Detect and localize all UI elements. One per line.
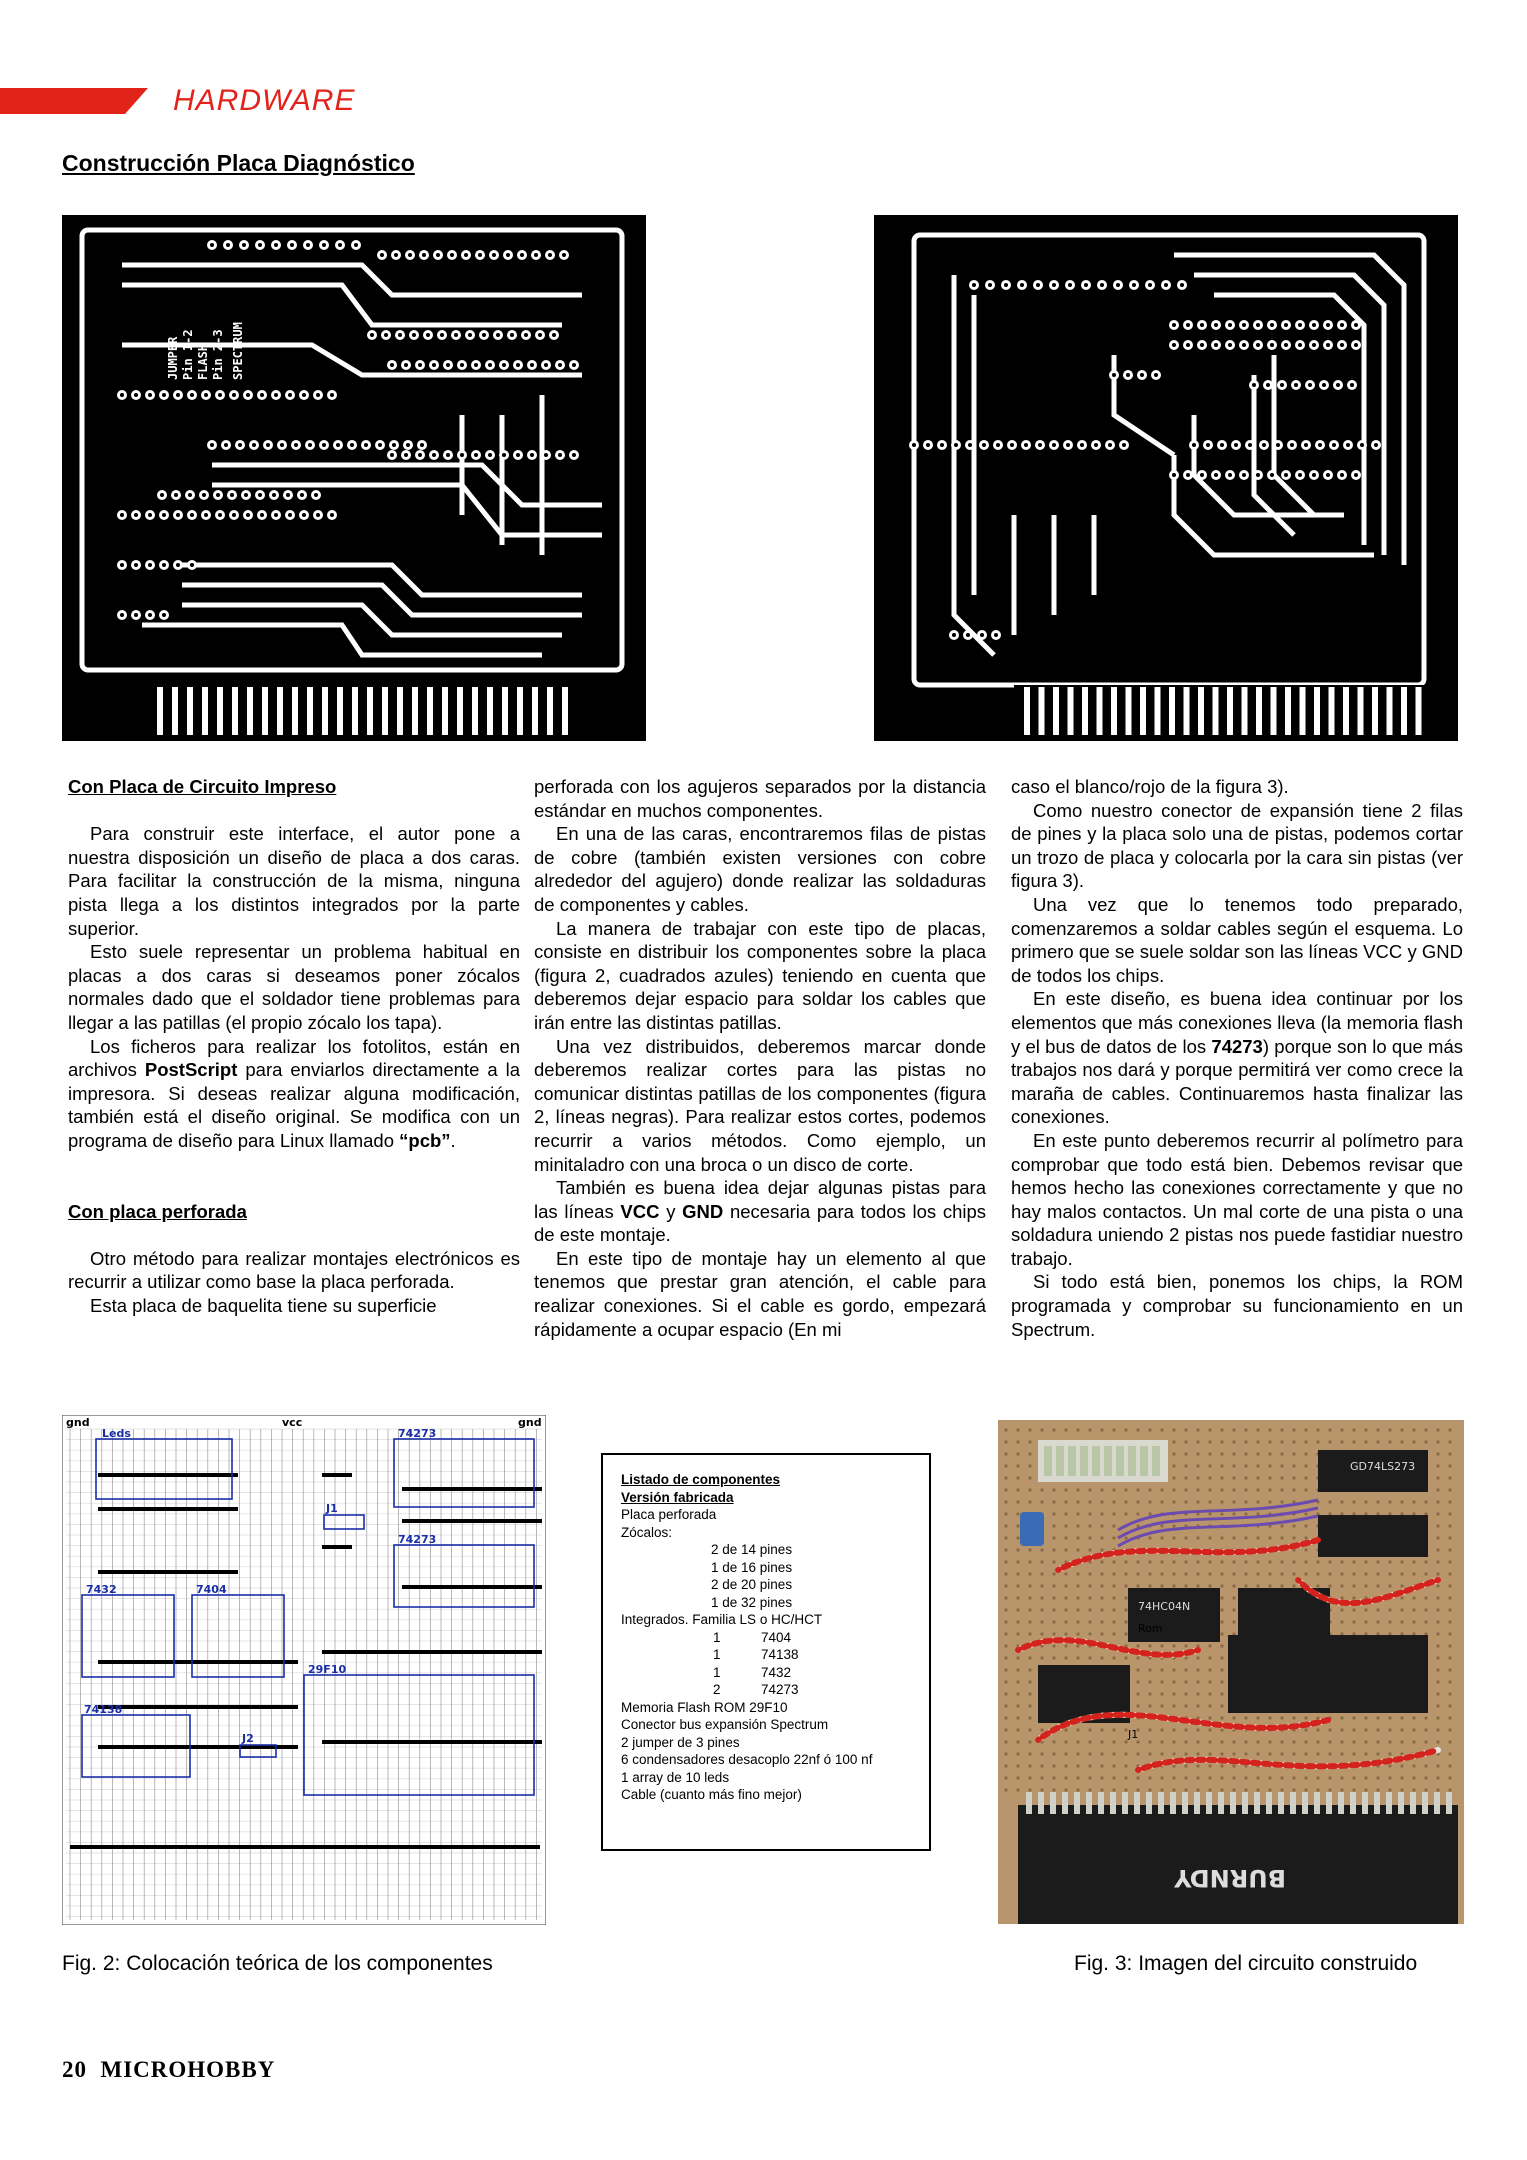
list-item: 2 jumper de 3 pines bbox=[621, 1734, 740, 1750]
list-item: 6 condensadores desacoplo 22nf ó 100 nf bbox=[621, 1752, 873, 1767]
list-item: 1 7432 bbox=[713, 1664, 792, 1680]
subheading-pcb: Con Placa de Circuito Impreso bbox=[68, 776, 337, 797]
page-number: 20 bbox=[62, 2057, 87, 2082]
pcb-label-pin23: Pin 2-3 bbox=[211, 329, 225, 380]
paragraph: La manera de trabajar con este tipo de placas, consiste en distribuir los componentes sobre la placa (figura 2, cuadrados azules) teniendo en cuenta que deberemos dejar espacio para soldar los cables que irán entre las distintas patillas. bbox=[534, 917, 986, 1033]
fig2-label-74273-b: 74273 bbox=[398, 1533, 437, 1546]
paragraph: En este diseño, es buena idea continuar por los elementos que más conexiones lleva (la memoria flash y el bus de datos de los 74273) porque son lo que más trabajos nos dará y porque permitirá ver como crece la maraña de cables. Continuaremos hasta finalizar las conexiones. bbox=[1011, 988, 1463, 1128]
fig2-label-vcc: vcc bbox=[282, 1416, 303, 1429]
paragraph: En este tipo de montaje hay un elemento al que tenemos que prestar gran atención, el cable para realizar conexiones. Si el cable es gordo, empezará rápidamente a ocupar espacio (En mi bbox=[534, 1247, 986, 1340]
fig2-label-gnd-right: gnd bbox=[518, 1416, 542, 1429]
page-footer bbox=[62, 2057, 275, 2083]
pcb-bottom-layout-image bbox=[62, 215, 646, 741]
fig2-label-7404: 7404 bbox=[196, 1583, 227, 1596]
photo-connector-brand: BURNDY bbox=[1174, 1864, 1286, 1892]
components-subtitle: Versión fabricada bbox=[621, 1489, 734, 1505]
list-item: 1 array de 10 leds bbox=[621, 1769, 730, 1785]
list-item: 1 7404 bbox=[713, 1629, 792, 1645]
list-item: Zócalos: bbox=[621, 1524, 673, 1540]
paragraph: También es buena idea dejar algunas pistas para las líneas VCC y GND necesaria para todos los chips de este montaje. bbox=[534, 1177, 987, 1246]
components-title: Listado de componentes bbox=[621, 1472, 781, 1487]
paragraph: perforada con los agujeros separados por la distancia estándar en muchos componentes. bbox=[534, 776, 986, 821]
list-item: 2 de 14 pines bbox=[711, 1542, 793, 1557]
list-item: Memoria Flash ROM 29F10 bbox=[621, 1699, 788, 1715]
list-item: 1 de 16 pines bbox=[711, 1559, 793, 1575]
fig2-label-j1: J1 bbox=[326, 1502, 338, 1515]
subheading-perfboard: Con placa perforada bbox=[68, 1200, 247, 1222]
fig3-caption: Fig. 3: Imagen del circuito construido bbox=[1074, 1952, 1418, 1975]
list-item: 2 de 20 pines bbox=[711, 1577, 793, 1592]
text-column-1 bbox=[68, 775, 520, 1317]
fig2-label-74138: 74138 bbox=[84, 1703, 123, 1716]
built-circuit-photo bbox=[998, 1420, 1464, 1924]
fig2-label-gnd-left: gnd bbox=[66, 1416, 90, 1429]
paragraph: Si todo está bien, ponemos los chips, la ROM programada y comprobar su funcionamiento en un Spectrum. bbox=[1011, 1271, 1463, 1340]
paragraph: Una vez que lo tenemos todo preparado, comenzaremos a soldar cables según el esquema. Lo primero que se suele soldar son las líneas VCC y GND de todos los chips. bbox=[1011, 893, 1463, 986]
paragraph: En una de las caras, encontraremos filas de pistas de cobre (también existen versiones con cobre alrededor del agujero) donde realizar las soldaduras de componentes y cables. bbox=[534, 823, 986, 915]
list-item: Placa perforada bbox=[621, 1507, 717, 1522]
paragraph: Una vez distribuidos, deberemos marcar donde deberemos realizar cortes para las pistas no comunicar distintas patillas de los componentes (figura 2, líneas negras). Para realizar estos cortes, podemos recurrir a varios métodos. Como ejemplo, un minitaladro con una broca o un disco de corte. bbox=[534, 1035, 986, 1175]
magazine-name: MICROHOBBY bbox=[100, 2057, 276, 2082]
paragraph: Esto suele representar un problema habitual en placas a dos caras si deseamos poner zócalos normales dado que el soldador tiene problemas para llegar a las patillas (el propio zócalo los tapa). bbox=[68, 941, 520, 1033]
pcb-top-layout-image bbox=[874, 215, 1458, 741]
pcb-label-pin12: Pin 1-2 bbox=[181, 329, 195, 380]
pcb-label-spectrum: SPECTRUM bbox=[231, 322, 245, 380]
text-column-3 bbox=[1011, 775, 1463, 1341]
fig2-label-j2: J2 bbox=[242, 1732, 254, 1745]
section-accent-bar bbox=[0, 88, 148, 114]
paragraph: caso el blanco/rojo de la figura 3). bbox=[1011, 776, 1289, 797]
section-label: HARDWARE bbox=[173, 84, 356, 117]
fig2-label-29f10: 29F10 bbox=[308, 1663, 347, 1676]
photo-label-j1: J1 bbox=[1128, 1728, 1139, 1741]
text-column-2 bbox=[534, 775, 986, 1341]
list-item: 1 de 32 pines bbox=[711, 1594, 793, 1610]
list-item: Cable (cuanto más fino mejor) bbox=[621, 1787, 802, 1802]
photo-chip-label-74hc04: 74HC04N bbox=[1138, 1600, 1191, 1613]
fig2-label-leds: Leds bbox=[102, 1427, 131, 1440]
list-item: Conector bus expansión Spectrum bbox=[621, 1717, 829, 1732]
paragraph: Esta placa de baquelita tiene su superficie bbox=[90, 1294, 437, 1316]
list-item: 1 74138 bbox=[713, 1647, 799, 1662]
list-item: 2 74273 bbox=[713, 1682, 799, 1697]
paragraph: Para construir este interface, el autor pone a nuestra disposición un diseño de placa a dos caras. Para facilitar la construcción de la misma, ninguna pista llega a los distintos integrados por la parte superior. bbox=[68, 823, 520, 939]
fig2-label-7432: 7432 bbox=[86, 1583, 117, 1596]
fig2-caption: Fig. 2: Colocación teórica de los componentes bbox=[62, 1952, 493, 1975]
paragraph: Como nuestro conector de expansión tiene 2 filas de pines y la placa solo una de pistas, podemos cortar un trozo de placa y colocarla por la cara sin pistas (ver figura 3). bbox=[1011, 799, 1463, 892]
photo-chip-label-74ls273: GD74LS273 bbox=[1350, 1460, 1416, 1473]
components-list-box bbox=[601, 1453, 931, 1851]
list-item: Integrados. Familia LS o HC/HCT bbox=[621, 1612, 823, 1627]
pcb-label-jumper: JUMPER bbox=[166, 336, 180, 380]
photo-chip-label-rom: Rom bbox=[1138, 1622, 1163, 1635]
paragraph: En este punto deberemos recurrir al polímetro para comprobar que todo está bien. Debemos revisar que hemos hecho las conexiones correctamente y que no hay malos contactos. Un mal corte de una pista o una soldadura uniendo 2 pistas nos puede fastidiar nuestro trabajo. bbox=[1011, 1129, 1463, 1269]
paragraph: Otro método para realizar montajes electrónicos es recurrir a utilizar como base la placa perforada. bbox=[68, 1247, 520, 1293]
pcb-label-flash: FLASH bbox=[196, 343, 210, 380]
perfboard-layout-diagram bbox=[62, 1415, 546, 1925]
article-title: Construcción Placa Diagnóstico bbox=[62, 150, 415, 176]
paragraph: Los ficheros para realizar los fotolitos, están en archivos PostScript para enviarlos directamente a la impresora. Si deseas realizar alguna modificación, también está el diseño original. Se modifica con un programa de diseño para Linux llamado “pcb”. bbox=[68, 1035, 520, 1151]
fig2-label-74273-a: 74273 bbox=[398, 1427, 437, 1440]
